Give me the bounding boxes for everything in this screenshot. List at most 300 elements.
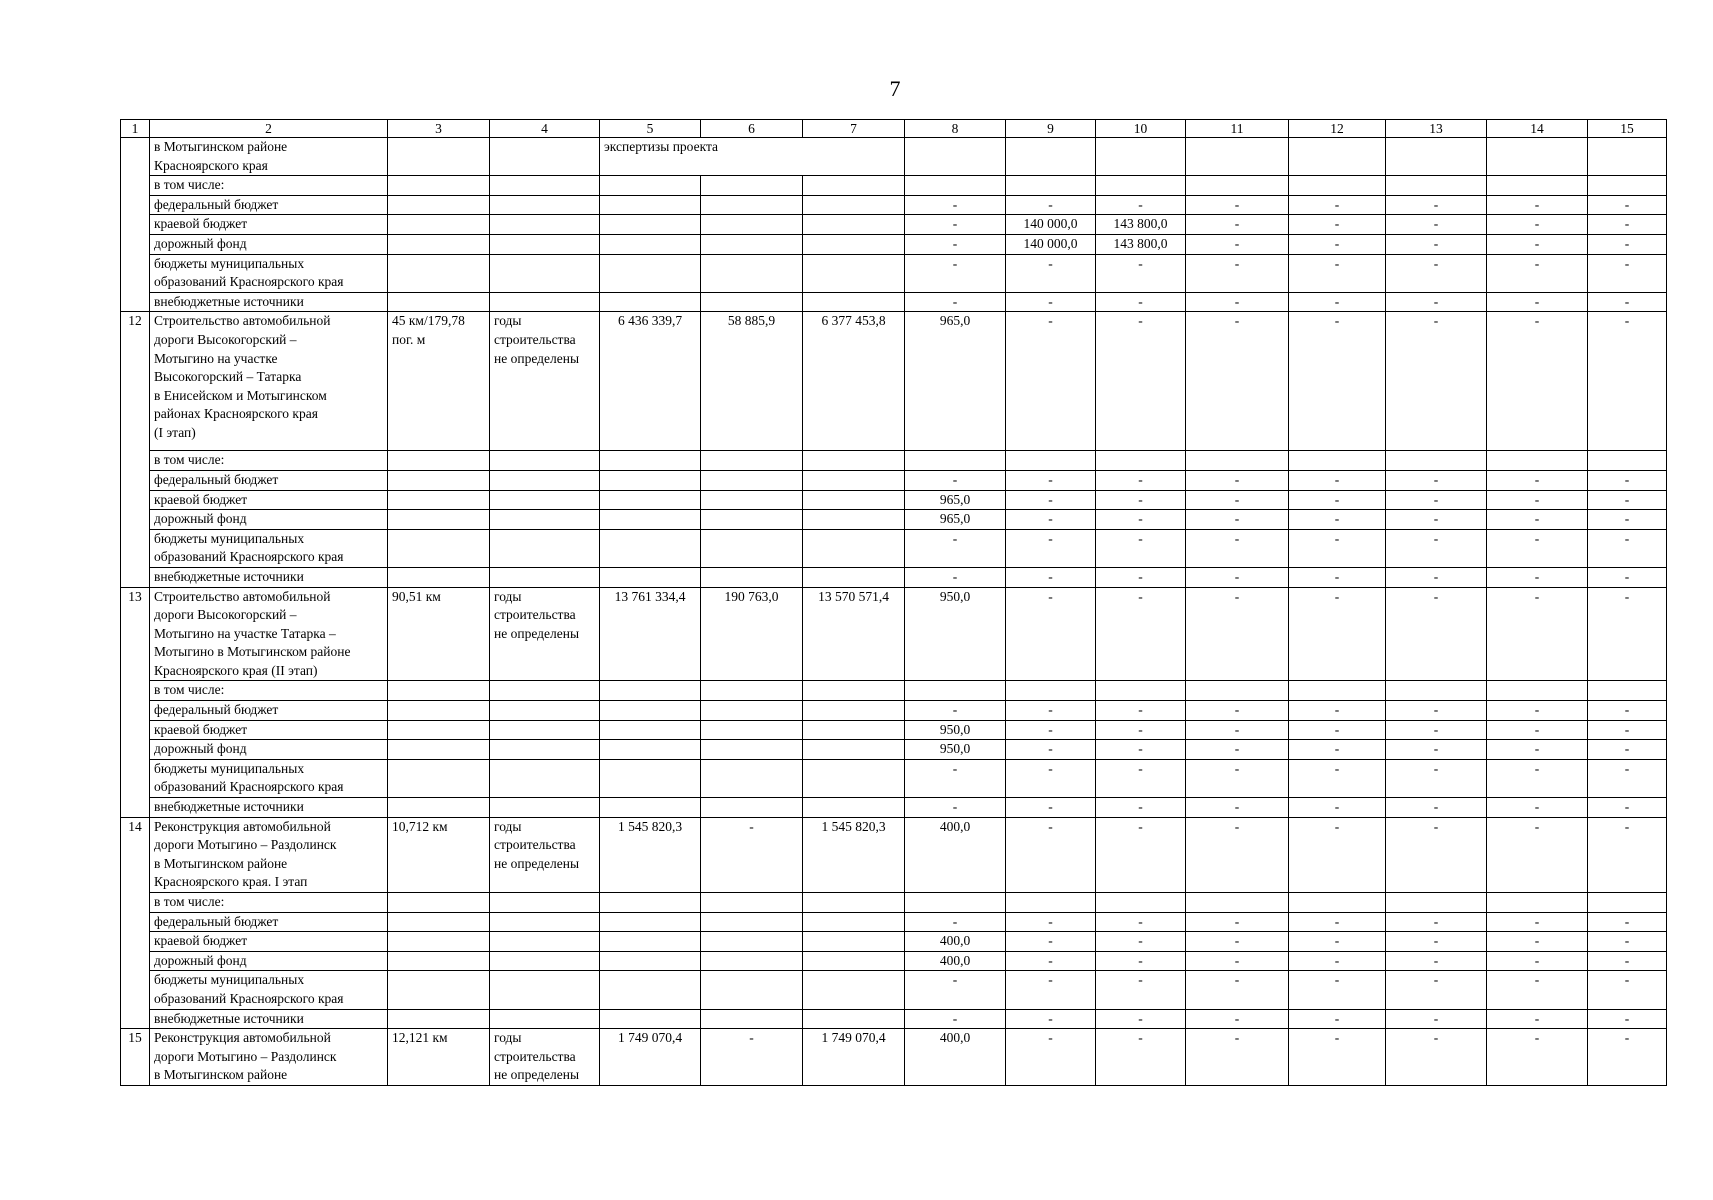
column-number: 15 bbox=[1588, 120, 1667, 138]
value-cell: - bbox=[1289, 490, 1386, 510]
table-cell bbox=[600, 681, 701, 701]
value-cell: - bbox=[1096, 951, 1186, 971]
value-cell: - bbox=[1096, 470, 1186, 490]
value-cell: - bbox=[905, 470, 1006, 490]
federal-row bbox=[121, 701, 1667, 721]
value-cell: - bbox=[1588, 587, 1667, 681]
page-number: 7 bbox=[889, 76, 901, 101]
value-cell: - bbox=[1289, 720, 1386, 740]
table-cell bbox=[388, 720, 490, 740]
value-cell: - bbox=[1386, 932, 1487, 952]
table-cell bbox=[701, 567, 803, 587]
value-cell: - bbox=[1186, 470, 1289, 490]
spent-cost: - bbox=[701, 1029, 803, 1086]
table-cell bbox=[388, 138, 490, 176]
table-cell bbox=[490, 451, 600, 471]
value-cell: - bbox=[1289, 798, 1386, 818]
value-cell: - bbox=[1289, 932, 1386, 952]
table-cell bbox=[388, 951, 490, 971]
table-cell bbox=[1186, 893, 1289, 913]
value-cell: - bbox=[1186, 195, 1289, 215]
column-number: 1 bbox=[121, 120, 150, 138]
source-label: бюджеты муниципальных образований Красноярского края bbox=[150, 529, 388, 567]
table-cell bbox=[600, 893, 701, 913]
row-number: 13 bbox=[121, 587, 150, 817]
project-name: Строительство автомобильной дороги Высокогорский – Мотыгино на участке Татарка – Мотыгино в Мотыгинском районе Красноярского края (II этап) bbox=[150, 587, 388, 681]
table-cell bbox=[490, 759, 600, 797]
value-cell: - bbox=[1186, 740, 1289, 760]
municipal-row bbox=[121, 759, 1667, 797]
column-number: 4 bbox=[490, 120, 600, 138]
value-cell: - bbox=[1006, 195, 1096, 215]
table-cell bbox=[701, 740, 803, 760]
table-cell bbox=[803, 701, 905, 721]
value-cell: - bbox=[1096, 798, 1186, 818]
source-label: федеральный бюджет bbox=[150, 195, 388, 215]
table-cell bbox=[388, 701, 490, 721]
table-cell bbox=[803, 254, 905, 292]
value-cell: - bbox=[1386, 510, 1487, 530]
value-cell: - bbox=[1096, 720, 1186, 740]
source-label: в том числе: bbox=[150, 451, 388, 471]
expertise-note: экспертизы проекта bbox=[600, 138, 905, 176]
table-cell bbox=[803, 893, 905, 913]
source-label: краевой бюджет bbox=[150, 490, 388, 510]
project-row bbox=[121, 587, 1667, 681]
value-cell: - bbox=[1487, 1009, 1588, 1029]
value-cell: - bbox=[1588, 470, 1667, 490]
spent-cost: 58 885,9 bbox=[701, 312, 803, 451]
value-cell: - bbox=[1487, 292, 1588, 312]
table-cell bbox=[803, 798, 905, 818]
table-cell bbox=[490, 1009, 600, 1029]
table-cell bbox=[1386, 176, 1487, 196]
table-cell bbox=[1006, 893, 1096, 913]
value-cell: - bbox=[905, 195, 1006, 215]
value-cell: 143 800,0 bbox=[1096, 215, 1186, 235]
value-cell: - bbox=[1386, 759, 1487, 797]
column-number: 10 bbox=[1096, 120, 1186, 138]
table-cell bbox=[1096, 893, 1186, 913]
table-cell bbox=[600, 490, 701, 510]
table-cell bbox=[1289, 451, 1386, 471]
value-cell: - bbox=[905, 215, 1006, 235]
source-label: в том числе: bbox=[150, 681, 388, 701]
table-cell bbox=[600, 510, 701, 530]
table-cell bbox=[388, 798, 490, 818]
in-total-row bbox=[121, 176, 1667, 196]
value-cell: - bbox=[1186, 912, 1289, 932]
source-label: бюджеты муниципальных образований Красноярского края bbox=[150, 971, 388, 1009]
value-cell: - bbox=[1006, 951, 1096, 971]
table-cell bbox=[1487, 176, 1588, 196]
value-cell: - bbox=[1289, 1029, 1386, 1086]
table-cell bbox=[600, 701, 701, 721]
value-cell: - bbox=[1186, 1029, 1289, 1086]
table-cell bbox=[701, 951, 803, 971]
table-cell bbox=[600, 529, 701, 567]
value-cell: - bbox=[1386, 912, 1487, 932]
value-cell: - bbox=[1386, 195, 1487, 215]
table-cell bbox=[905, 138, 1006, 176]
source-label: краевой бюджет bbox=[150, 215, 388, 235]
table-cell bbox=[1289, 681, 1386, 701]
column-number: 2 bbox=[150, 120, 388, 138]
value-cell: - bbox=[905, 759, 1006, 797]
value-cell: 950,0 bbox=[905, 720, 1006, 740]
road-fund-row bbox=[121, 740, 1667, 760]
table-cell bbox=[490, 701, 600, 721]
extra-row bbox=[121, 567, 1667, 587]
source-label: дорожный фонд bbox=[150, 234, 388, 254]
value-cell: - bbox=[1487, 587, 1588, 681]
table-cell bbox=[1006, 451, 1096, 471]
value-cell: - bbox=[1186, 932, 1289, 952]
source-label: краевой бюджет bbox=[150, 932, 388, 952]
table-cell bbox=[803, 451, 905, 471]
table-cell bbox=[701, 292, 803, 312]
value-cell: - bbox=[1588, 529, 1667, 567]
column-number: 11 bbox=[1186, 120, 1289, 138]
value-cell: - bbox=[1006, 971, 1096, 1009]
value-cell: - bbox=[1096, 740, 1186, 760]
value-cell: - bbox=[905, 971, 1006, 1009]
table-cell bbox=[490, 740, 600, 760]
table-cell bbox=[600, 740, 701, 760]
remaining-cost: 6 377 453,8 bbox=[803, 312, 905, 451]
table-cell bbox=[490, 254, 600, 292]
table-cell bbox=[701, 234, 803, 254]
value-cell: 400,0 bbox=[905, 1029, 1006, 1086]
table-cell bbox=[803, 176, 905, 196]
value-cell: - bbox=[905, 1009, 1006, 1029]
value-cell: 965,0 bbox=[905, 312, 1006, 451]
continued-row bbox=[121, 138, 1667, 176]
table-cell bbox=[803, 195, 905, 215]
value-cell: - bbox=[1096, 971, 1186, 1009]
table-cell bbox=[905, 451, 1006, 471]
table-cell bbox=[388, 254, 490, 292]
in-total-row bbox=[121, 893, 1667, 913]
spent-cost: 190 763,0 bbox=[701, 587, 803, 681]
value-cell: - bbox=[1186, 254, 1289, 292]
project-row bbox=[121, 817, 1667, 892]
value-cell: - bbox=[1588, 720, 1667, 740]
value-cell: - bbox=[1186, 215, 1289, 235]
table-cell bbox=[803, 681, 905, 701]
value-cell: - bbox=[1096, 292, 1186, 312]
value-cell: - bbox=[1487, 510, 1588, 530]
table-cell bbox=[905, 893, 1006, 913]
table-cell bbox=[701, 798, 803, 818]
table-cell bbox=[600, 759, 701, 797]
total-cost: 13 761 334,4 bbox=[600, 587, 701, 681]
value-cell: - bbox=[1096, 817, 1186, 892]
table-cell bbox=[803, 759, 905, 797]
value-cell: - bbox=[1096, 510, 1186, 530]
table-cell bbox=[600, 932, 701, 952]
value-cell: - bbox=[905, 234, 1006, 254]
value-cell: - bbox=[1186, 759, 1289, 797]
table-cell bbox=[388, 176, 490, 196]
table-cell bbox=[600, 798, 701, 818]
table-cell bbox=[600, 951, 701, 971]
value-cell: - bbox=[1386, 587, 1487, 681]
table-cell bbox=[701, 451, 803, 471]
column-number: 12 bbox=[1289, 120, 1386, 138]
value-cell: - bbox=[1386, 254, 1487, 292]
row-number: 12 bbox=[121, 312, 150, 587]
value-cell: 400,0 bbox=[905, 932, 1006, 952]
header-row bbox=[121, 120, 1667, 138]
total-cost: 1 545 820,3 bbox=[600, 817, 701, 892]
table-cell bbox=[1487, 451, 1588, 471]
value-cell: - bbox=[1006, 1029, 1096, 1086]
table-cell bbox=[803, 529, 905, 567]
total-cost: 1 749 070,4 bbox=[600, 1029, 701, 1086]
value-cell: - bbox=[1487, 720, 1588, 740]
municipal-row bbox=[121, 254, 1667, 292]
municipal-row bbox=[121, 971, 1667, 1009]
value-cell: - bbox=[1588, 510, 1667, 530]
value-cell: - bbox=[1588, 1009, 1667, 1029]
value-cell: - bbox=[1487, 567, 1588, 587]
value-cell: - bbox=[1386, 971, 1487, 1009]
value-cell: - bbox=[1487, 254, 1588, 292]
value-cell: - bbox=[1386, 1029, 1487, 1086]
table-cell bbox=[388, 971, 490, 1009]
source-label: внебюджетные источники bbox=[150, 567, 388, 587]
table-cell bbox=[490, 720, 600, 740]
value-cell: - bbox=[1096, 912, 1186, 932]
table-cell bbox=[600, 234, 701, 254]
value-cell: - bbox=[1386, 798, 1487, 818]
table-cell bbox=[388, 893, 490, 913]
value-cell: - bbox=[1487, 759, 1588, 797]
remaining-cost: 1 545 820,3 bbox=[803, 817, 905, 892]
value-cell: - bbox=[1289, 195, 1386, 215]
value-cell: - bbox=[1006, 817, 1096, 892]
table-cell bbox=[490, 195, 600, 215]
source-label: федеральный бюджет bbox=[150, 470, 388, 490]
federal-row bbox=[121, 470, 1667, 490]
table-cell bbox=[1386, 451, 1487, 471]
value-cell: - bbox=[1006, 912, 1096, 932]
source-label: бюджеты муниципальных образований Красноярского края bbox=[150, 759, 388, 797]
table-cell bbox=[388, 195, 490, 215]
value-cell: - bbox=[1289, 912, 1386, 932]
value-cell: - bbox=[1588, 740, 1667, 760]
table-cell bbox=[701, 912, 803, 932]
spent-cost: - bbox=[701, 817, 803, 892]
value-cell: - bbox=[1096, 195, 1186, 215]
table-cell bbox=[1006, 681, 1096, 701]
table-cell bbox=[600, 971, 701, 1009]
value-cell: - bbox=[1186, 234, 1289, 254]
table-cell bbox=[388, 490, 490, 510]
construction-years: годы строительства не определены bbox=[490, 587, 600, 681]
table-cell bbox=[490, 490, 600, 510]
project-name: в Мотыгинском районе Красноярского края bbox=[150, 138, 388, 176]
in-total-row bbox=[121, 681, 1667, 701]
value-cell: - bbox=[1588, 234, 1667, 254]
table-cell bbox=[1487, 138, 1588, 176]
table-cell bbox=[701, 254, 803, 292]
in-total-row bbox=[121, 451, 1667, 471]
value-cell: - bbox=[1487, 215, 1588, 235]
table-cell bbox=[701, 971, 803, 1009]
value-cell: - bbox=[1386, 951, 1487, 971]
value-cell: 143 800,0 bbox=[1096, 234, 1186, 254]
value-cell: 965,0 bbox=[905, 490, 1006, 510]
value-cell: - bbox=[1186, 567, 1289, 587]
value-cell: 950,0 bbox=[905, 740, 1006, 760]
value-cell: - bbox=[1386, 312, 1487, 451]
table-cell bbox=[600, 1009, 701, 1029]
value-cell: - bbox=[1096, 932, 1186, 952]
table-cell bbox=[388, 292, 490, 312]
value-cell: - bbox=[905, 567, 1006, 587]
source-label: краевой бюджет bbox=[150, 720, 388, 740]
value-cell: - bbox=[1006, 567, 1096, 587]
value-cell: - bbox=[1186, 1009, 1289, 1029]
project-row bbox=[121, 312, 1667, 451]
value-cell: - bbox=[1588, 254, 1667, 292]
value-cell: - bbox=[1096, 587, 1186, 681]
value-cell: - bbox=[1487, 470, 1588, 490]
value-cell: - bbox=[1006, 490, 1096, 510]
value-cell: - bbox=[1289, 292, 1386, 312]
table-cell bbox=[1289, 138, 1386, 176]
value-cell: - bbox=[1289, 567, 1386, 587]
table-cell bbox=[490, 138, 600, 176]
project-length: 10,712 км bbox=[388, 817, 490, 892]
table-cell bbox=[701, 893, 803, 913]
value-cell: - bbox=[1096, 254, 1186, 292]
table-cell bbox=[490, 292, 600, 312]
table-cell bbox=[388, 759, 490, 797]
extra-row bbox=[121, 798, 1667, 818]
value-cell: - bbox=[1096, 1009, 1186, 1029]
value-cell: - bbox=[905, 254, 1006, 292]
table-cell bbox=[600, 567, 701, 587]
value-cell: - bbox=[1588, 490, 1667, 510]
extra-row bbox=[121, 1009, 1667, 1029]
column-number: 6 bbox=[701, 120, 803, 138]
table-cell bbox=[701, 490, 803, 510]
value-cell: - bbox=[1487, 195, 1588, 215]
table-cell bbox=[490, 951, 600, 971]
table-cell bbox=[490, 567, 600, 587]
table-cell bbox=[803, 971, 905, 1009]
value-cell: - bbox=[1006, 587, 1096, 681]
value-cell: - bbox=[905, 292, 1006, 312]
table-cell bbox=[803, 470, 905, 490]
table-cell bbox=[490, 893, 600, 913]
value-cell: 400,0 bbox=[905, 951, 1006, 971]
value-cell: - bbox=[1588, 292, 1667, 312]
project-name: Строительство автомобильной дороги Высокогорский – Мотыгино на участке Высокогорский – Татарка в Енисейском и Мотыгинском районах Красноярского края (I этап) bbox=[150, 312, 388, 451]
table-cell bbox=[905, 681, 1006, 701]
value-cell: 400,0 bbox=[905, 817, 1006, 892]
value-cell: - bbox=[1386, 720, 1487, 740]
value-cell: - bbox=[1006, 759, 1096, 797]
value-cell: - bbox=[905, 798, 1006, 818]
total-cost: 6 436 339,7 bbox=[600, 312, 701, 451]
value-cell: - bbox=[1588, 759, 1667, 797]
regional-row bbox=[121, 932, 1667, 952]
value-cell: - bbox=[1289, 587, 1386, 681]
table-cell bbox=[1487, 681, 1588, 701]
table-cell bbox=[1186, 451, 1289, 471]
table-cell bbox=[1186, 176, 1289, 196]
source-label: внебюджетные источники bbox=[150, 1009, 388, 1029]
regional-row bbox=[121, 720, 1667, 740]
value-cell: - bbox=[1386, 292, 1487, 312]
column-number: 7 bbox=[803, 120, 905, 138]
project-length: 90,51 км bbox=[388, 587, 490, 681]
table-cell bbox=[701, 510, 803, 530]
table-cell bbox=[388, 451, 490, 471]
value-cell: - bbox=[1186, 292, 1289, 312]
table-cell bbox=[701, 529, 803, 567]
table-cell bbox=[1186, 138, 1289, 176]
value-cell: - bbox=[1289, 701, 1386, 721]
table-cell bbox=[803, 292, 905, 312]
table-cell bbox=[1096, 451, 1186, 471]
value-cell: - bbox=[1006, 932, 1096, 952]
value-cell: - bbox=[1487, 798, 1588, 818]
value-cell: - bbox=[1386, 215, 1487, 235]
value-cell: - bbox=[1289, 759, 1386, 797]
table-cell bbox=[388, 912, 490, 932]
value-cell: - bbox=[1186, 490, 1289, 510]
road-fund-row bbox=[121, 951, 1667, 971]
column-number: 3 bbox=[388, 120, 490, 138]
road-fund-row bbox=[121, 510, 1667, 530]
table-cell bbox=[701, 932, 803, 952]
table-cell bbox=[1096, 138, 1186, 176]
source-label: федеральный бюджет bbox=[150, 912, 388, 932]
table-cell bbox=[803, 1009, 905, 1029]
table-cell bbox=[701, 1009, 803, 1029]
table-cell bbox=[490, 215, 600, 235]
value-cell: - bbox=[1186, 951, 1289, 971]
regional-row bbox=[121, 215, 1667, 235]
table-cell bbox=[1487, 893, 1588, 913]
value-cell: - bbox=[1487, 932, 1588, 952]
table-cell bbox=[388, 932, 490, 952]
table-cell bbox=[388, 510, 490, 530]
value-cell: - bbox=[1289, 529, 1386, 567]
value-cell: - bbox=[1588, 798, 1667, 818]
row-number: 15 bbox=[121, 1029, 150, 1086]
value-cell: - bbox=[1386, 817, 1487, 892]
table-cell bbox=[600, 254, 701, 292]
table-cell bbox=[803, 932, 905, 952]
value-cell: - bbox=[1289, 817, 1386, 892]
project-row bbox=[121, 1029, 1667, 1086]
value-cell: - bbox=[1386, 490, 1487, 510]
table-cell bbox=[701, 215, 803, 235]
value-cell: - bbox=[1186, 312, 1289, 451]
value-cell: - bbox=[1588, 567, 1667, 587]
value-cell: - bbox=[1487, 529, 1588, 567]
municipal-row bbox=[121, 529, 1667, 567]
value-cell: - bbox=[1096, 701, 1186, 721]
table-cell bbox=[1386, 893, 1487, 913]
value-cell: - bbox=[1096, 759, 1186, 797]
